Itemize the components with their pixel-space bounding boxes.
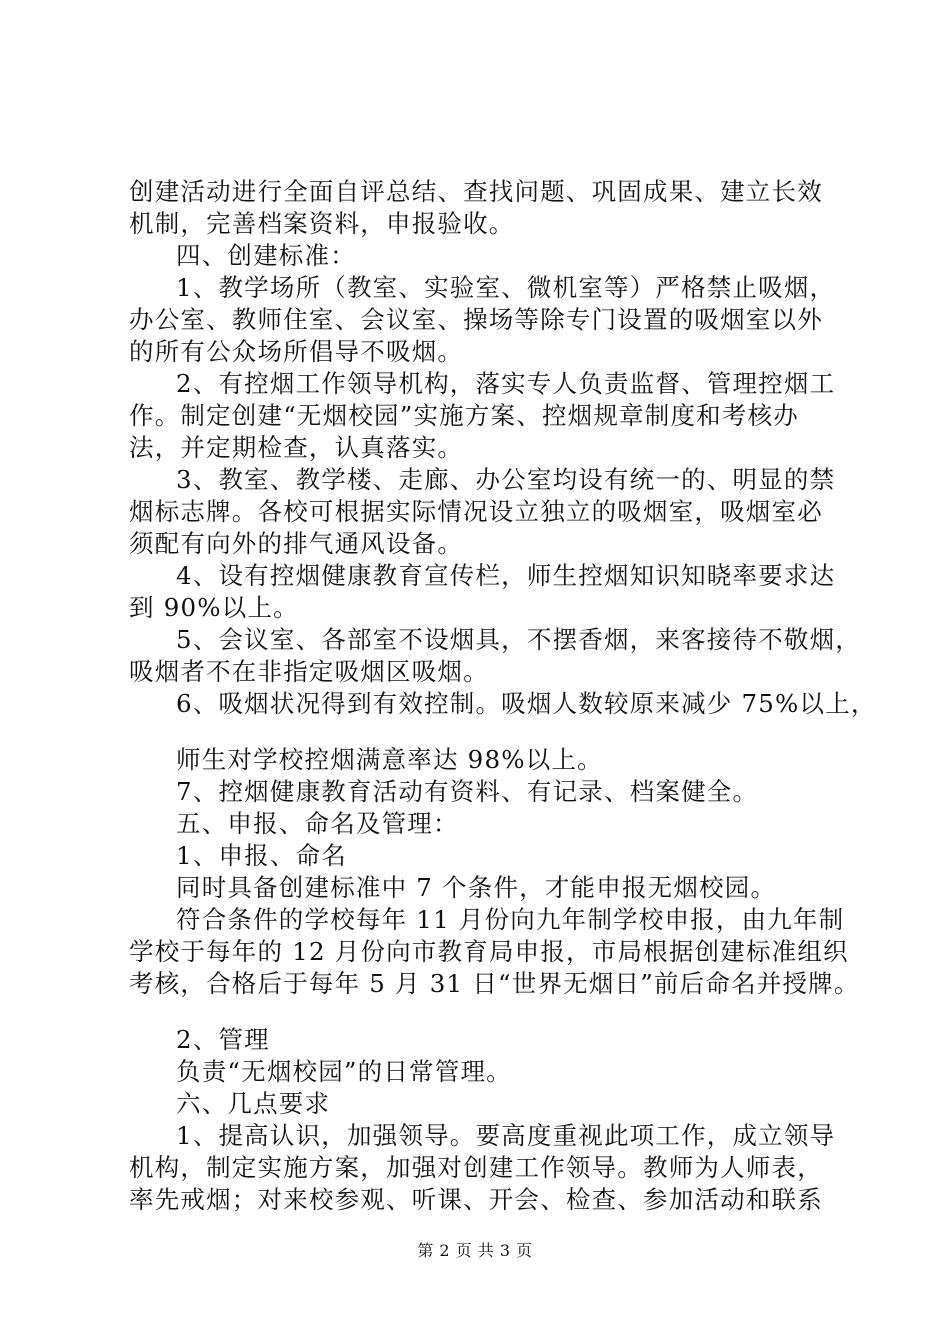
text-line: 作。制定创建“无烟校园”实施方案、控烟规章制度和考核办 (129, 401, 799, 430)
text-line: 到 90%以上。 (129, 593, 299, 622)
text-line: 办公室、教师住室、会议室、操场等除专门设置的吸烟室以外 (129, 305, 823, 334)
text-line: 1、提高认识，加强领导。要高度重视此项工作，成立领导 (176, 1121, 836, 1150)
text-line: 法，并定期检查，认真落实。 (129, 433, 464, 462)
section-heading: 五、申报、命名及管理： (176, 809, 459, 838)
text-line: 同时具备创建标准中 7 个条件，才能申报无烟校园。 (176, 873, 777, 902)
text-line: 3、教室、教学楼、走廊、办公室均设有统一的、明显的禁 (176, 465, 836, 494)
text-line: 创建活动进行全面自评总结、查找问题、巩固成果、建立长效 (129, 177, 823, 206)
text-line: 5、会议室、各部室不设烟具，不摆香烟，来客接待不敬烟， (176, 625, 861, 654)
text-line: 的所有公众场所倡导不吸烟。 (129, 337, 464, 366)
text-line: 2、有控烟工作领导机构，落实专人负责监督、管理控烟工 (176, 369, 836, 398)
text-line: 须配有向外的排气通风设备。 (129, 529, 464, 558)
text-line: 符合条件的学校每年 11 月份向九年制学校申报，由九年制 (176, 905, 845, 934)
text-line: 率先戒烟；对来校参观、听课、开会、检查、参加活动和联系 (129, 1185, 823, 1214)
subsection-heading: 1、申报、命名 (176, 841, 347, 870)
text-line: 7、控烟健康教育活动有资料、有记录、档案健全。 (176, 777, 759, 806)
section-heading: 六、几点要求 (176, 1089, 331, 1118)
subsection-heading: 2、管理 (176, 1025, 270, 1054)
text-line: 吸烟者不在非指定吸烟区吸烟。 (129, 657, 489, 686)
text-line: 机制，完善档案资料，申报验收。 (129, 209, 515, 238)
text-line: 4、设有控烟健康教育宣传栏，师生控烟知识知晓率要求达 (176, 561, 836, 590)
text-line: 烟标志牌。各校可根据实际情况设立独立的吸烟室，吸烟室必 (129, 497, 823, 526)
text-line: 6、吸烟状况得到有效控制。吸烟人数较原来减少 75%以上， (176, 689, 877, 718)
text-line: 学校于每年的 12 月份向市教育局申报，市局根据创建标准组织 (129, 937, 849, 966)
text-line: 负责“无烟校园”的日常管理。 (176, 1057, 512, 1086)
text-line: 1、教学场所（教室、实验室、微机室等）严格禁止吸烟， (176, 273, 836, 302)
page-footer: 第 2 页 共 3 页 (417, 1241, 533, 1260)
text-line: 机构，制定实施方案，加强对创建工作领导。教师为人师表， (129, 1153, 823, 1182)
text-line: 师生对学校控烟满意率达 98%以上。 (176, 745, 603, 774)
section-heading: 四、创建标准： (176, 241, 356, 270)
text-line: 考核，合格后于每年 5 月 31 日“世界无烟日”前后命名并授牌。 (129, 969, 860, 998)
